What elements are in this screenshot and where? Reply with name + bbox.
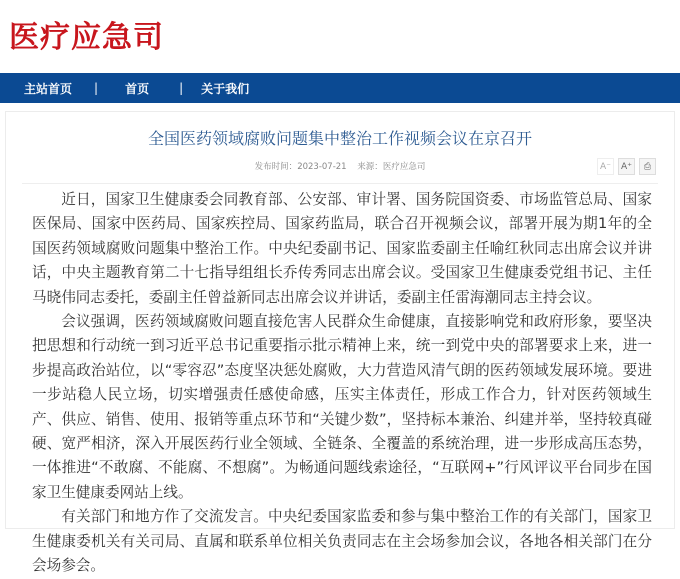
paragraph: 近日，国家卫生健康委会同教育部、公安部、审计署、国务院国资委、市场监管总局、国家医保局、国家中医药局、国家疾控局、国家药监局，联合召开视频会议，部署开展为期1年的全国医药领域腐败问题集中整治工作。中央纪委副书记、国家监委副主任喻红秋同志出席会议并讲话，中央主题教育第二十七指导组组长乔传秀同志出席会议。受国家卫生健康委党组书记、主任马晓伟同志委托，委副主任曾益新同志出席会议并讲话，委副主任雷海潮同志主持会议。 xyxy=(32,191,652,306)
paragraph: 会议强调，医药领域腐败问题直接危害人民群众生命健康，直接影响党和政府形象，要坚决把思想和行动统一到习近平总书记重要指示批示精神上来，统一到党中央的部署要求上来，进一步提高政治站位，以“零容忍”态度坚决惩处腐败，大力营造风清气朗的医药领域发展环境。要进一步站稳人民立场，切实增强责任感使命感，压实主体责任，形成工作合力，针对医药领域生产、供应、销售、使用、报销等重点环节和“关键少数”，坚持标本兼治、纠建并举，坚持较真碰硬、宽严相济，深入开展医药行业全领域、全链条、全覆盖的系统治理，进一步形成高压态势，一体推进“不敢腐、不能腐、不想腐”。为畅通问题线索途径，“互联网+”行风评议平台同步在国家卫生健康委网站上线。 xyxy=(32,313,652,501)
print-icon[interactable]: ⎙ xyxy=(639,158,656,175)
article-meta xyxy=(6,160,674,172)
divider xyxy=(22,183,658,184)
nav-separator: | xyxy=(179,81,184,95)
nav-item-about-us[interactable]: 关于我们 xyxy=(201,81,250,96)
paragraph: 有关部门和地方作了交流发言。中央纪委国家监委和参与集中整治工作的有关部门，国家卫生健康委机关有关司局、直属和联系单位相关负责同志在主会场参加会议，各地各相关部门在分会场参会。 xyxy=(32,508,652,575)
article-card xyxy=(5,111,675,575)
published-label: 发布时间： xyxy=(254,162,298,172)
article-tools xyxy=(597,158,656,175)
published-date: 2023-07-21 xyxy=(297,162,347,172)
nav-separator: | xyxy=(94,81,99,95)
font-decrease-button[interactable]: A⁻ xyxy=(597,158,614,175)
nav-item-main-site-home[interactable]: 主站首页 xyxy=(24,81,73,96)
nav-item-home[interactable]: 首页 xyxy=(125,81,150,96)
site-logo[interactable]: 医疗应急司 xyxy=(9,20,164,55)
main-nav xyxy=(0,73,680,103)
font-increase-button[interactable]: A⁺ xyxy=(618,158,635,175)
article-title: 全国医药领域腐败问题集中整治工作视频会议在京召开 xyxy=(147,129,532,148)
article-body xyxy=(32,188,652,579)
source-value: 医疗应急司 xyxy=(382,162,426,172)
source-label: 来源： xyxy=(357,162,383,172)
